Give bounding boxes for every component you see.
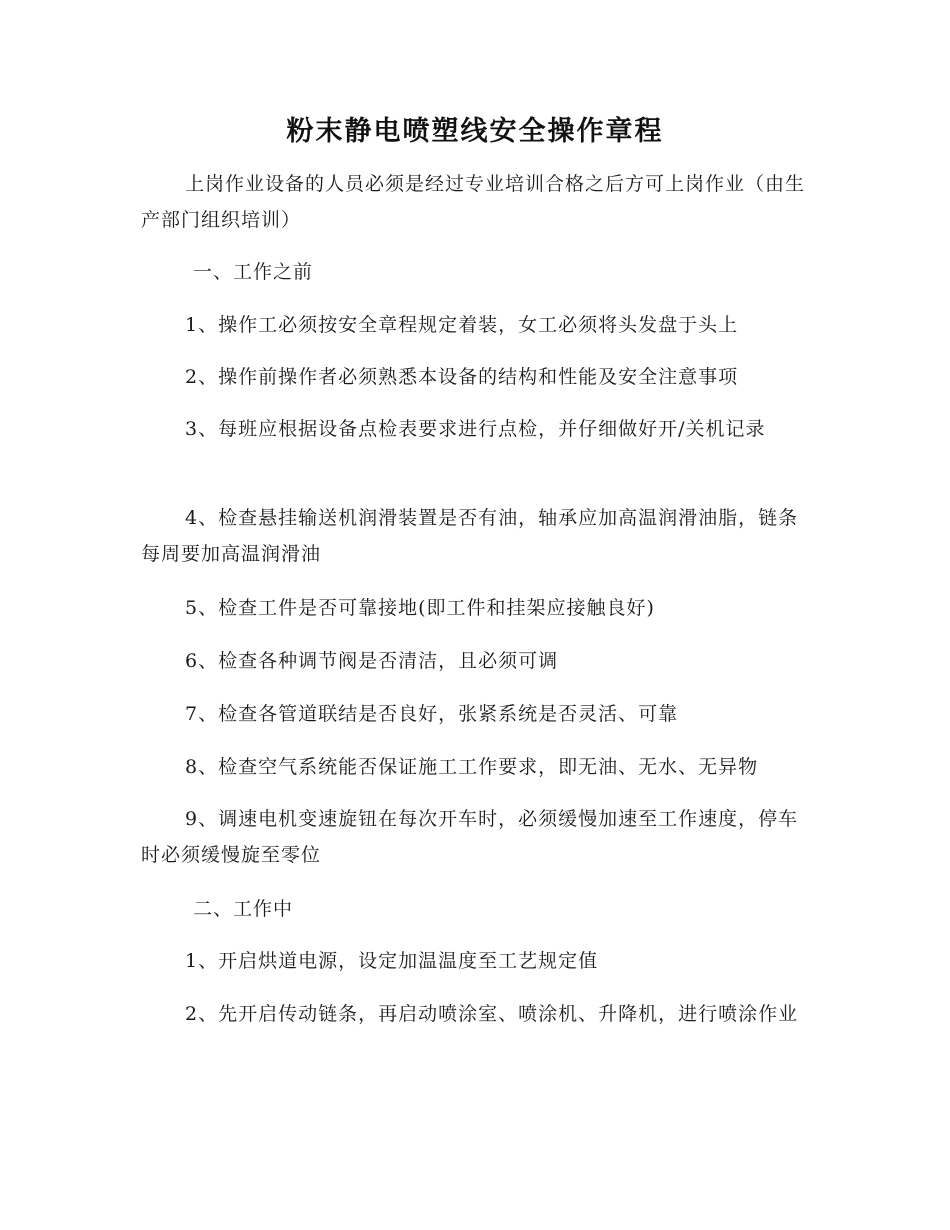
list-item: 7、检查各管道联结是否良好，张紧系统是否灵活、可靠 — [185, 703, 679, 725]
list-item: 2、先开启传动链条，再启动喷涂室、喷涂机、升降机，进行喷涂作业 — [185, 1003, 799, 1025]
list-item: 4、检查悬挂输送机润滑装置是否有油，轴承应加高温润滑油脂，链条每周要加高温润滑油 — [141, 507, 799, 565]
intro-paragraph: 上岗作业设备的人员必须是经过专业培训合格之后方可上岗作业（由生产部门组织培训） — [141, 173, 806, 231]
list-item: 9、调速电机变速旋钮在每次开车时，必须缓慢加速至工作速度，停车时必须缓慢旋至零位 — [141, 808, 799, 866]
list-item: 1、操作工必须按安全章程规定着装，女工必须将头发盘于头上 — [185, 314, 739, 336]
list-item: 8、检查空气系统能否保证施工工作要求，即无油、无水、无异物 — [185, 756, 759, 778]
list-item: 6、检查各种调节阀是否清洁，且必须可调 — [185, 650, 559, 672]
section-heading-before-work: 一、工作之前 — [193, 261, 314, 283]
list-item: 5、检查工件是否可靠接地(即工件和挂架应接触良好) — [185, 597, 655, 619]
list-item: 3、每班应根据设备点检表要求进行点检，并仔细做好开/关机记录 — [185, 418, 766, 440]
list-item: 1、开启烘道电源，设定加温温度至工艺规定值 — [185, 950, 599, 972]
list-item: 2、操作前操作者必须熟悉本设备的结构和性能及安全注意事项 — [185, 366, 739, 388]
section-heading-during-work: 二、工作中 — [193, 898, 294, 920]
document-title: 粉末静电喷塑线安全操作章程 — [286, 116, 664, 147]
